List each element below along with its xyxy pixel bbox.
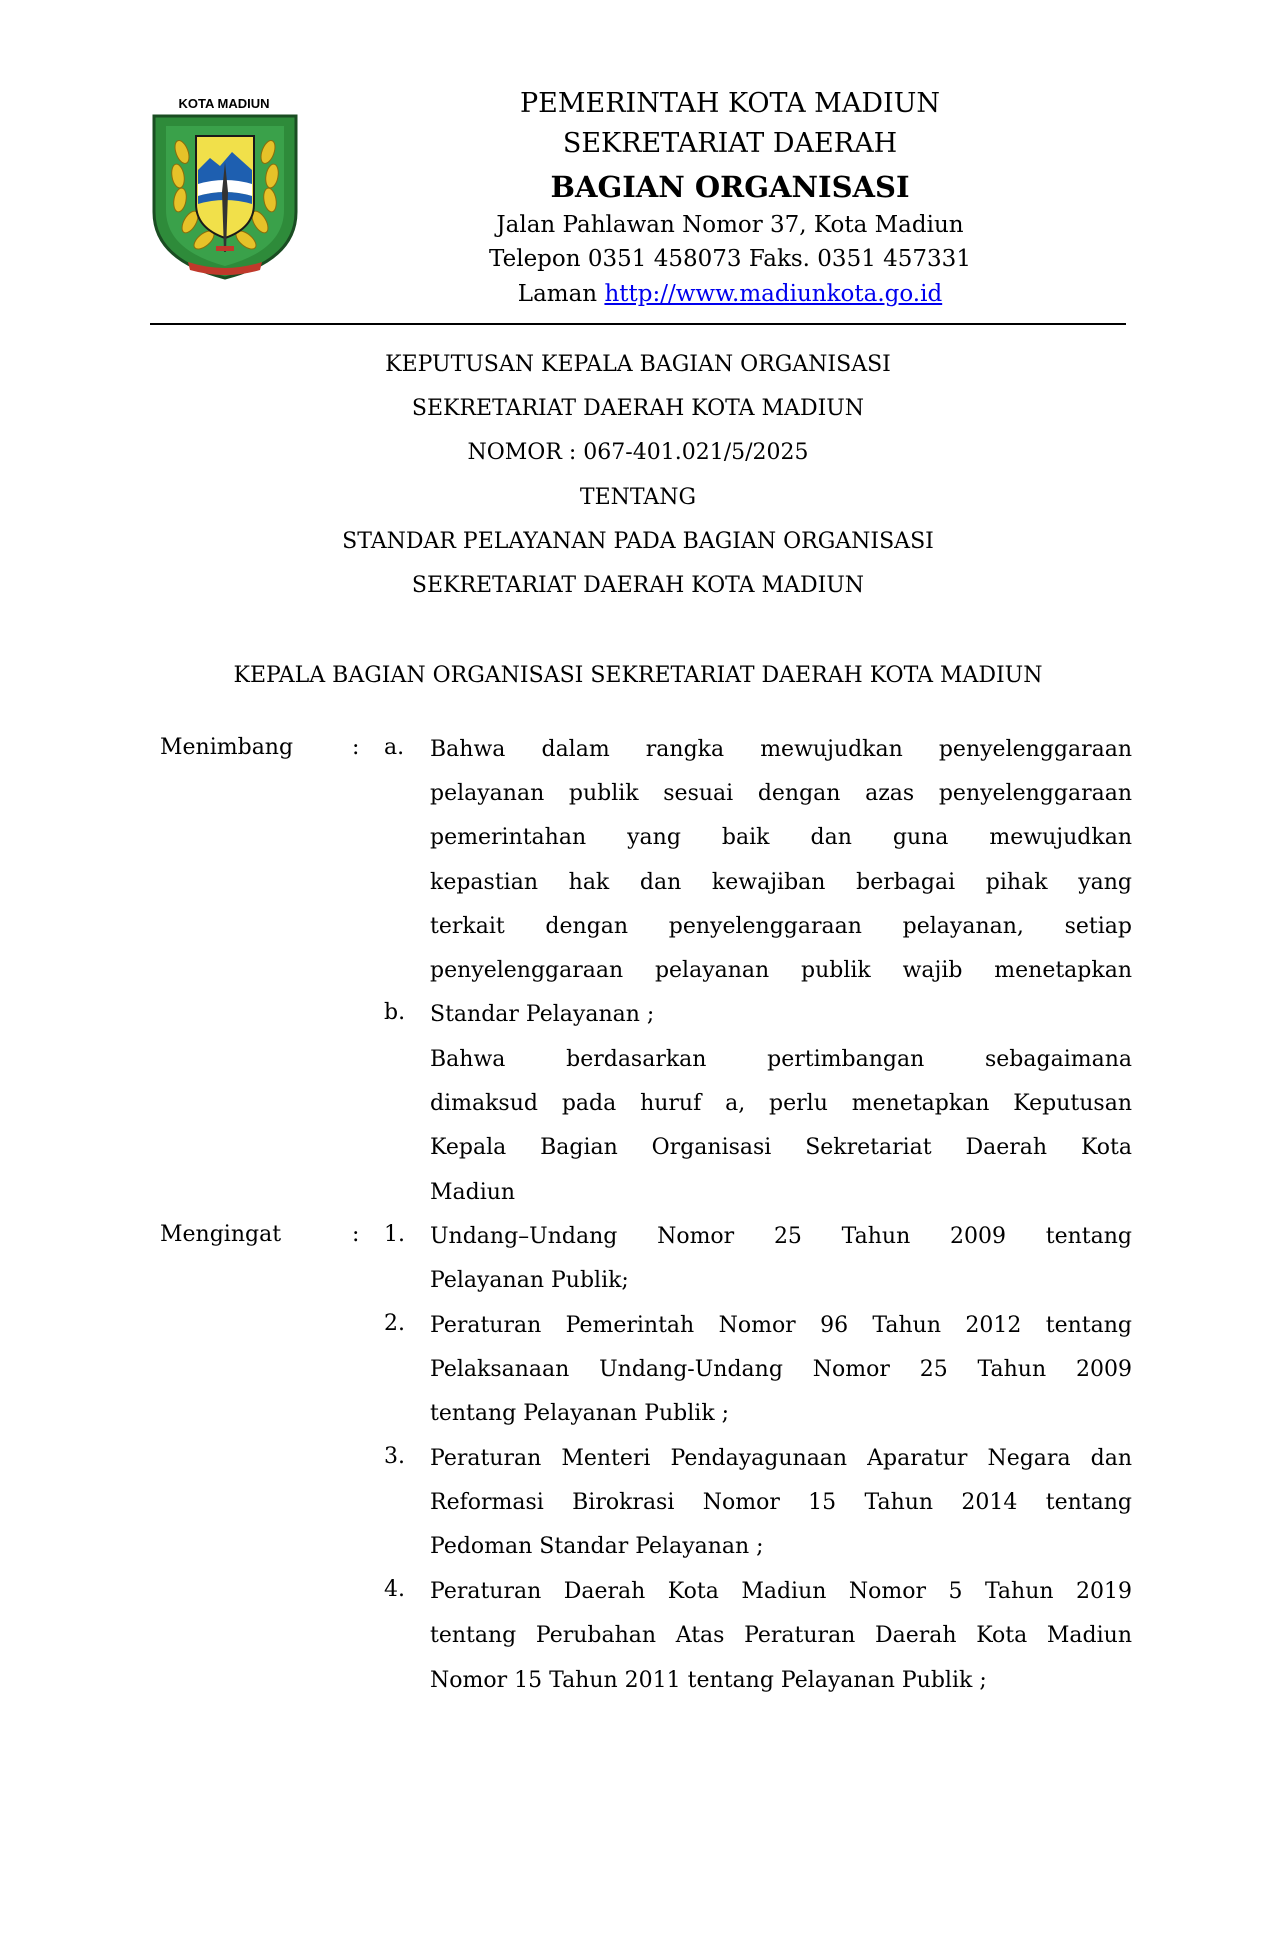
menimbang-a-marker: a. [384, 735, 405, 760]
menimbang-label: Menimbang [160, 735, 294, 760]
mengingat-item-last: Nomor 15 Tahun 2011 tentang Pelayanan Publik ; [430, 1668, 987, 1693]
decree-about: TENTANG [579, 485, 697, 510]
website-label: Laman [517, 281, 598, 307]
decree-number: NOMOR : 067-401.021/5/2025 [467, 440, 809, 465]
letterhead-divider [150, 323, 1126, 325]
mengingat-item-last: Pelayanan Publik; [430, 1268, 629, 1293]
menimbang-b-marker: b. [384, 1000, 406, 1025]
letterhead-department: BAGIAN ORGANISASI [550, 170, 910, 204]
letterhead-phone: Telepon 0351 458073 Faks. 0351 457331 [489, 246, 971, 272]
menimbang-a-line: penyelenggaraan pelayanan publik wajib menetapkan [430, 958, 1132, 983]
website-link[interactable]: http://www.madiunkota.go.id [604, 281, 943, 307]
emblem-caption: KOTA MADIUN [178, 96, 270, 111]
menimbang-a-line: terkait dengan penyelenggaraan pelayanan, setiap [430, 914, 1132, 939]
mengingat-item-last: tentang Pelayanan Publik ; [430, 1401, 730, 1426]
letterhead-address: Jalan Pahlawan Nomor 37, Kota Madiun [496, 212, 964, 238]
mengingat-item-line: Peraturan Pemerintah Nomor 96 Tahun 2012 tentang [430, 1313, 1132, 1338]
mengingat-item-last: Pedoman Standar Pelayanan ; [430, 1534, 764, 1559]
mengingat-item-marker: 4. [384, 1577, 405, 1602]
mengingat-item-line: Undang–Undang Nomor 25 Tahun 2009 tentang [430, 1224, 1132, 1249]
menimbang-b-line: Bahwa berdasarkan pertimbangan sebagaimana [430, 1047, 1132, 1072]
menimbang-colon: : [352, 735, 360, 760]
menimbang-a-line: Bahwa dalam rangka mewujudkan penyelenggaraan [430, 737, 1132, 762]
menimbang-b-line: dimaksud pada huruf a, perlu menetapkan Keputusan [430, 1091, 1132, 1116]
menimbang-a-line: kepastian hak dan kewajiban berbagai pihak yang [430, 870, 1132, 895]
menimbang-b-last: Madiun [430, 1180, 516, 1205]
menimbang-b-line: Kepala Bagian Organisasi Sekretariat Daerah Kota [430, 1135, 1132, 1160]
mengingat-item-line: tentang Perubahan Atas Peraturan Daerah Kota Madiun [430, 1623, 1132, 1648]
mengingat-item-line: Pelaksanaan Undang-Undang Nomor 25 Tahun 2009 [430, 1357, 1132, 1382]
mengingat-item-line: Peraturan Menteri Pendayagunaan Aparatur Negara dan [430, 1446, 1132, 1471]
mengingat-item-line: Peraturan Daerah Kota Madiun Nomor 5 Tahun 2019 [430, 1579, 1132, 1604]
kota-madiun-emblem [148, 92, 303, 282]
issuing-authority: KEPALA BAGIAN ORGANISASI SEKRETARIAT DAERAH KOTA MADIUN [233, 663, 1043, 688]
decree-title-line-2: SEKRETARIAT DAERAH KOTA MADIUN [411, 396, 865, 421]
mengingat-item-marker: 2. [384, 1311, 405, 1336]
mengingat-label: Mengingat [160, 1222, 282, 1247]
menimbang-a-line: pemerintahan yang baik dan guna mewujudkan [430, 825, 1132, 850]
mengingat-item-marker: 1. [384, 1222, 405, 1247]
menimbang-b-first: Standar Pelayanan ; [430, 1002, 655, 1027]
mengingat-item-line: Reformasi Birokrasi Nomor 15 Tahun 2014 tentang [430, 1490, 1132, 1515]
letterhead-government: PEMERINTAH KOTA MADIUN [519, 88, 941, 119]
decree-subject-line-1: STANDAR PELAYANAN PADA BAGIAN ORGANISASI [342, 529, 934, 554]
decree-title-line-1: KEPUTUSAN KEPALA BAGIAN ORGANISASI [385, 352, 891, 377]
mengingat-colon: : [352, 1222, 360, 1247]
menimbang-a-line: pelayanan publik sesuai dengan azas penyelenggaraan [430, 781, 1132, 806]
letterhead-secretariat: SEKRETARIAT DAERAH [562, 128, 898, 159]
decree-subject-line-2: SEKRETARIAT DAERAH KOTA MADIUN [411, 573, 865, 598]
letterhead-website [440, 281, 1020, 307]
mengingat-item-marker: 3. [384, 1444, 405, 1469]
